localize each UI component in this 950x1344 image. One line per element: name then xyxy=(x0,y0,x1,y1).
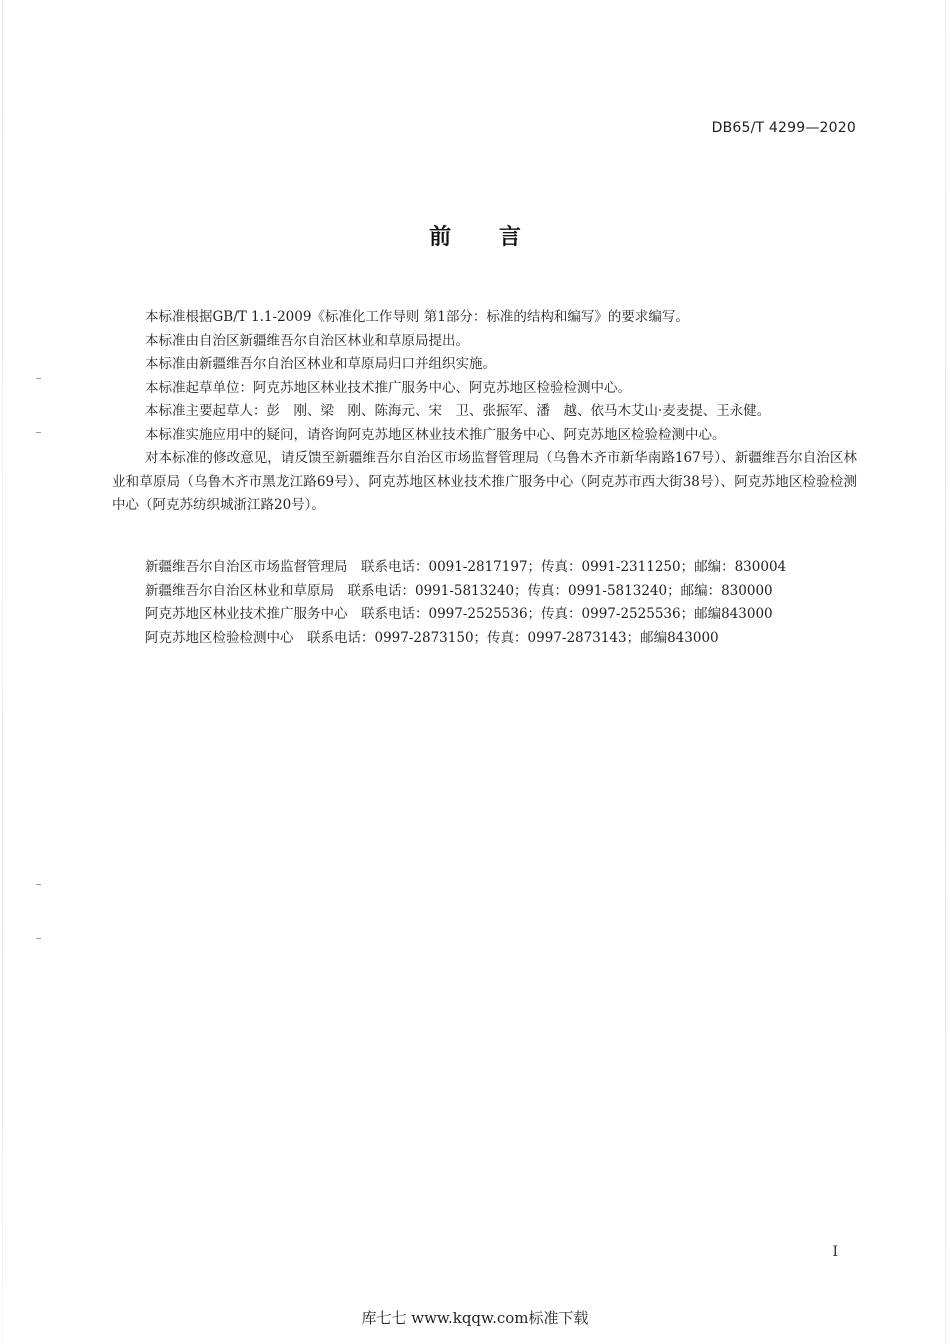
page-title: 前 言 xyxy=(429,225,541,250)
contact-forestry-grassland-bureau: 新疆维吾尔自治区林业和草原局 联系电话：0991-5813240；传真：0991-5813240；邮编：830000 xyxy=(145,582,773,599)
contact-row xyxy=(145,580,857,604)
scan-speck xyxy=(36,378,41,379)
scan-speck xyxy=(36,938,41,939)
foreword-body xyxy=(112,306,857,518)
contact-row xyxy=(145,603,857,627)
contact-row xyxy=(145,556,857,580)
page-number: I xyxy=(832,1244,838,1260)
footer-watermark: 库七七 www.kqqw.com标准下载 xyxy=(361,1309,589,1327)
scan-speck xyxy=(36,432,41,433)
paragraph-drafters: 本标准主要起草人：彭 刚、梁 刚、陈海元、宋 卫、张振军、潘 越、依马木艾山·麦麦提、王永健。 xyxy=(145,403,771,419)
contact-list xyxy=(145,556,857,650)
scan-edge-left xyxy=(2,0,3,1344)
contact-inspection-center: 阿克苏地区检验检测中心 联系电话：0997-2873150；传真：0997-2873143；邮编843000 xyxy=(145,629,719,646)
paragraph-proposer: 本标准由自治区新疆维吾尔自治区林业和草原局提出。 xyxy=(145,332,469,349)
document-code: DB65/T 4299—2020 xyxy=(711,120,856,136)
contact-market-supervision: 新疆维吾尔自治区市场监督管理局 联系电话：0091-2817197；传真：0991-2311250；邮编：830004 xyxy=(145,559,787,575)
contact-row xyxy=(145,627,857,651)
contact-forestry-tech-center: 阿克苏地区林业技术推广服务中心 联系电话：0997-2525536；传真：0997-2525536；邮编843000 xyxy=(145,606,773,622)
paragraph-administrator: 本标准由新疆维吾尔自治区林业和草原局归口并组织实施。 xyxy=(145,356,496,372)
paragraph-drafting-units: 本标准起草单位：阿克苏地区林业技术推广服务中心、阿克苏地区检验检测中心。 xyxy=(145,379,631,396)
paragraph-inquiries: 本标准实施应用中的疑问，请咨询阿克苏地区林业技术推广服务中心、阿克苏地区检验检测中心。 xyxy=(145,426,726,443)
paragraph-drafting-basis: 本标准根据GB/T 1.1-2009《标准化工作导则 第1部分：标准的结构和编写》的要求编写。 xyxy=(145,309,689,325)
scan-edge-right xyxy=(945,0,946,1344)
paragraph-feedback: 对本标准的修改意见，请反馈至新疆维吾尔自治区市场监督管理局（乌鲁木齐市新华南路167号）、新疆维吾尔自治区林业和草原局（乌鲁木齐市黑龙江路69号）、阿克苏地区林业技术推广服务中心（阿克苏市西大街38号）、阿克苏地区检验检测中心（阿克苏纺织城浙江路20号）。 xyxy=(112,450,857,513)
scan-speck xyxy=(36,884,41,885)
